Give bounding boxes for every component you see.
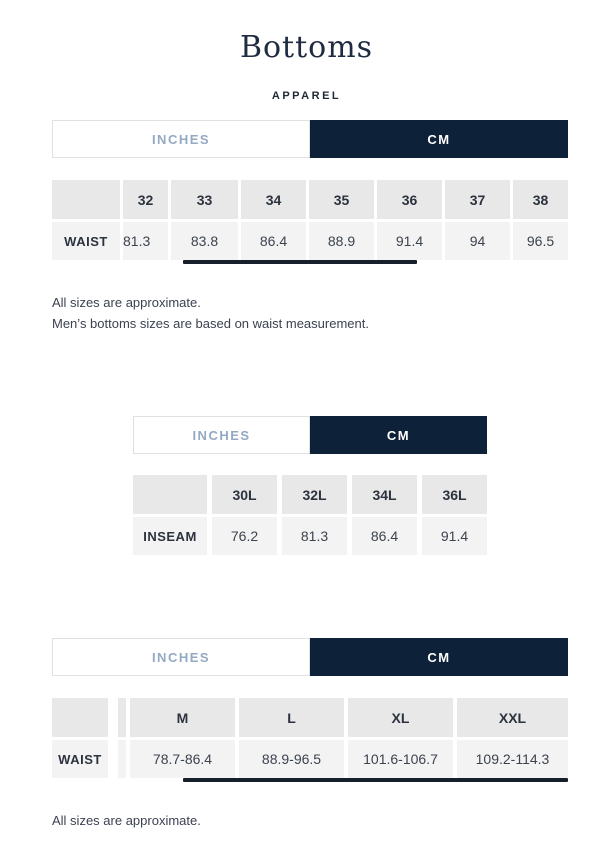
size-value-cell: 76.2 bbox=[212, 517, 277, 555]
column-header: 38 bbox=[513, 180, 568, 219]
column-header: 32L bbox=[282, 475, 347, 514]
size-value-cell: 91.4 bbox=[377, 222, 442, 260]
column-header: M bbox=[130, 698, 235, 737]
size-value-cell: 109.2-114.3 bbox=[457, 740, 568, 778]
unit-tabbar-2 bbox=[133, 416, 487, 454]
size-value-cell: 88.9 bbox=[309, 222, 374, 260]
column-header bbox=[52, 698, 108, 737]
horizontal-scrollbar[interactable] bbox=[183, 778, 568, 782]
table-row bbox=[52, 740, 568, 778]
column-header: 30L bbox=[212, 475, 277, 514]
section-waist-numeric bbox=[52, 120, 568, 264]
row-label: INSEAM bbox=[133, 517, 207, 555]
column-header: L bbox=[239, 698, 344, 737]
size-value-cell: 83.8 bbox=[171, 222, 238, 260]
tab-cm[interactable]: CM bbox=[310, 416, 487, 454]
tab-inches[interactable]: INCHES bbox=[52, 638, 310, 676]
page-title: Bottoms bbox=[239, 30, 374, 65]
column-header: 33 bbox=[171, 180, 238, 219]
unit-tabbar-1 bbox=[52, 120, 568, 158]
size-value-cell: 96.5 bbox=[513, 222, 568, 260]
note-text: All sizes are approximate. bbox=[52, 813, 201, 828]
tab-cm[interactable]: CM bbox=[310, 120, 568, 158]
table-header-row bbox=[52, 698, 568, 737]
column-header bbox=[52, 180, 120, 219]
column-header: 36L bbox=[422, 475, 487, 514]
table-notes bbox=[52, 292, 613, 334]
size-value-cell: 88.9-96.5 bbox=[239, 740, 344, 778]
row-label: WAIST bbox=[52, 222, 120, 260]
waist-letter-table bbox=[52, 698, 568, 778]
column-header: 34 bbox=[241, 180, 306, 219]
column-header bbox=[133, 475, 207, 514]
table-header-row bbox=[52, 180, 568, 219]
table-row bbox=[52, 222, 568, 260]
size-value-cell: 86.4 bbox=[352, 517, 417, 555]
size-value-cell: 81.3 bbox=[123, 222, 168, 260]
column-header: 37 bbox=[445, 180, 510, 219]
column-header: XL bbox=[348, 698, 453, 737]
category-label: APPAREL bbox=[271, 90, 342, 102]
table-row bbox=[133, 517, 487, 555]
table-notes bbox=[52, 810, 613, 831]
size-value-cell: 94 bbox=[445, 222, 510, 260]
unit-tabbar-3 bbox=[52, 638, 568, 676]
tab-cm[interactable]: CM bbox=[310, 638, 568, 676]
tab-inches[interactable]: INCHES bbox=[133, 416, 310, 454]
note-text: All sizes are approximate. bbox=[52, 295, 201, 310]
note-text: Men’s bottoms sizes are based on waist measurement. bbox=[52, 316, 369, 331]
size-value-cell: 91.4 bbox=[422, 517, 487, 555]
inseam-table bbox=[133, 475, 487, 555]
tab-inches[interactable]: INCHES bbox=[52, 120, 310, 158]
size-value-cell-cutoff bbox=[118, 740, 126, 778]
horizontal-scrollbar[interactable] bbox=[183, 260, 417, 264]
column-header: 35 bbox=[309, 180, 374, 219]
size-value-cell: 101.6-106.7 bbox=[348, 740, 453, 778]
column-header: 32 bbox=[123, 180, 168, 219]
column-header: 34L bbox=[352, 475, 417, 514]
column-header: 36 bbox=[377, 180, 442, 219]
row-label: WAIST bbox=[52, 740, 108, 778]
size-value-cell: 81.3 bbox=[282, 517, 347, 555]
column-header: XXL bbox=[457, 698, 568, 737]
column-header-cutoff bbox=[118, 698, 126, 737]
size-value-cell: 86.4 bbox=[241, 222, 306, 260]
table-header-row bbox=[133, 475, 487, 514]
section-inseam bbox=[133, 416, 487, 555]
size-value-cell: 78.7-86.4 bbox=[130, 740, 235, 778]
section-waist-letter bbox=[52, 638, 568, 782]
waist-numeric-table bbox=[52, 180, 568, 260]
